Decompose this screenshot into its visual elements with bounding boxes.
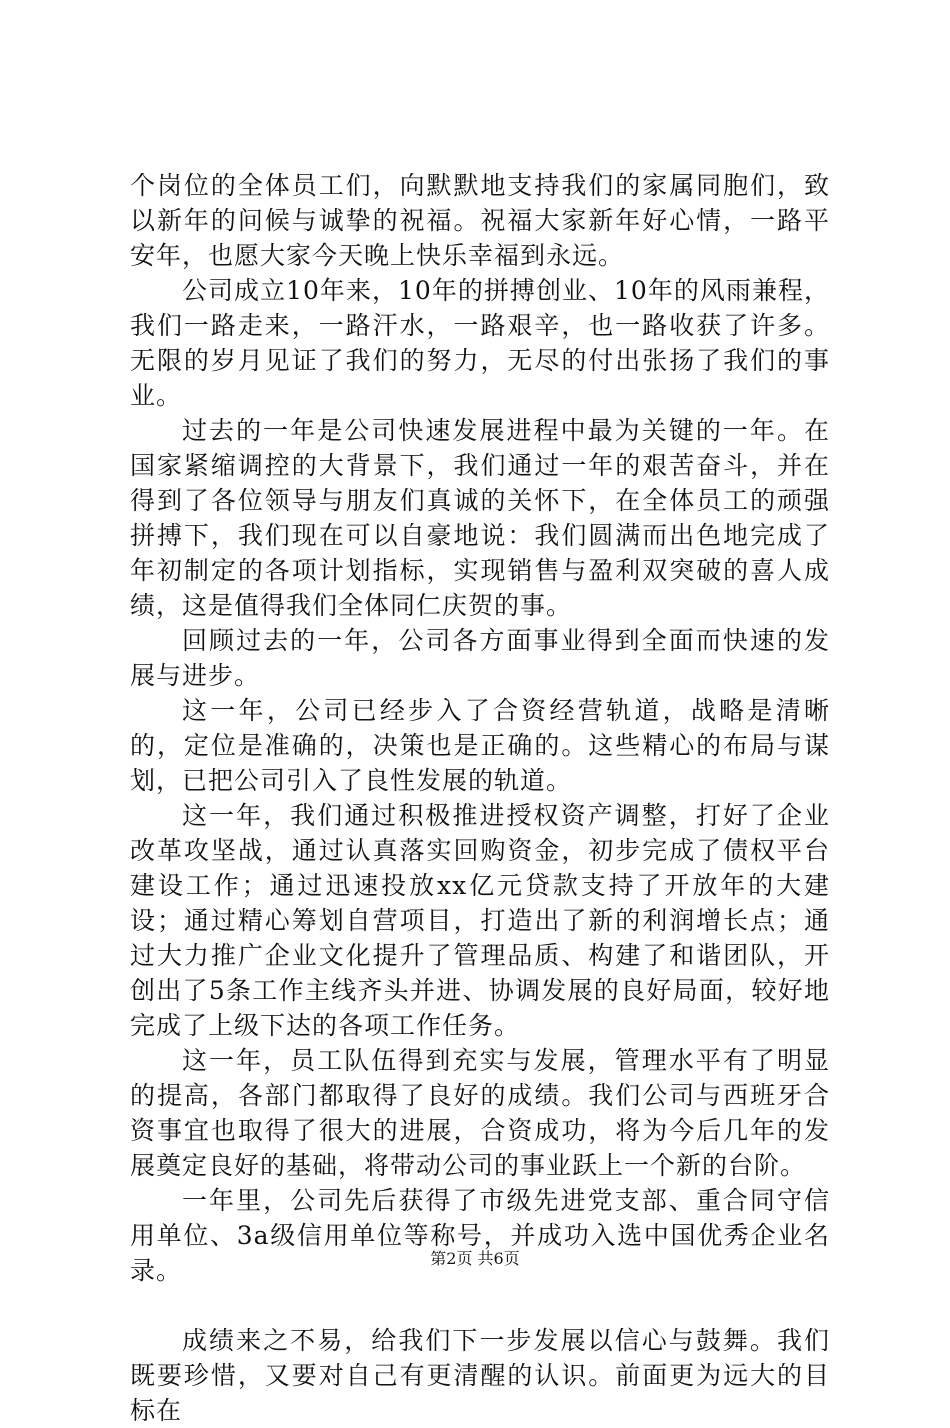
document-body [130,168,830,1428]
paragraph-company-history: 公司成立10年来，10年的拼搏创业、10年的风雨兼程，我们一路走来，一路汗水，一路艰辛，也一路收获了许多。无限的岁月见证了我们的努力，无尽的付出张扬了我们的事业。 [130,276,830,410]
paragraph-review: 回顾过去的一年，公司各方面事业得到全面而快速的发展与进步。 [130,626,830,690]
paragraph-outlook: 成绩来之不易，给我们下一步发展以信心与鼓舞。我们既要珍惜，又要对自己有更清醒的认识。前面更为远大的目标在 [130,1326,830,1425]
paragraph-strategy: 这一年，公司已经步入了合资经营轨道，战略是清晰的，定位是准确的，决策也是正确的。这些精心的布局与谋划，已把公司引入了良性发展的轨道。 [130,696,830,795]
page-number-footer: 第2页 共6页 [430,1249,520,1268]
paragraph-continuation: 个岗位的全体员工们，向默默地支持我们的家属同胞们，致以新年的问候与诚挚的祝福。祝福大家新年好心情，一路平安年，也愿大家今天晚上快乐幸福到永远。 [130,171,830,270]
paragraph-past-year: 过去的一年是公司快速发展进程中最为关键的一年。在国家紧缩调控的大背景下，我们通过一年的艰苦奋斗，并在得到了各位领导与朋友们真诚的关怀下，在全体员工的顽强拼搏下，我们现在可以自豪地说：我们圆满而出色地完成了年初制定的各项计划指标，实现销售与盈利双突破的喜人成绩，这是值得我们全体同仁庆贺的事。 [130,416,830,620]
paragraph-workforce: 这一年，员工队伍得到充实与发展，管理水平有了明显的提高，各部门都取得了良好的成绩。我们公司与西班牙合资事宜也取得了很大的进展，合资成功，将为今后几年的发展奠定良好的基础，将带动公司的事业跃上一个新的台阶。 [130,1046,830,1180]
paragraph-spacer [130,1288,830,1323]
paragraph-achievements: 这一年，我们通过积极推进授权资产调整，打好了企业改革攻坚战，通过认真落实回购资金，初步完成了债权平台建设工作；通过迅速投放xx亿元贷款支持了开放年的大建设；通过精心筹划自营项目，打造出了新的利润增长点；通过大力推广企业文化提升了管理品质、构建了和谐团队，开创出了5条工作主线齐头并进、协调发展的良好局面，较好地完成了上级下达的各项工作任务。 [130,801,830,1040]
paragraph-honors: 一年里，公司先后获得了市级先进党支部、重合同守信用单位、3a级信用单位等称号，并成功入选中国优秀企业名录。 [130,1186,830,1285]
